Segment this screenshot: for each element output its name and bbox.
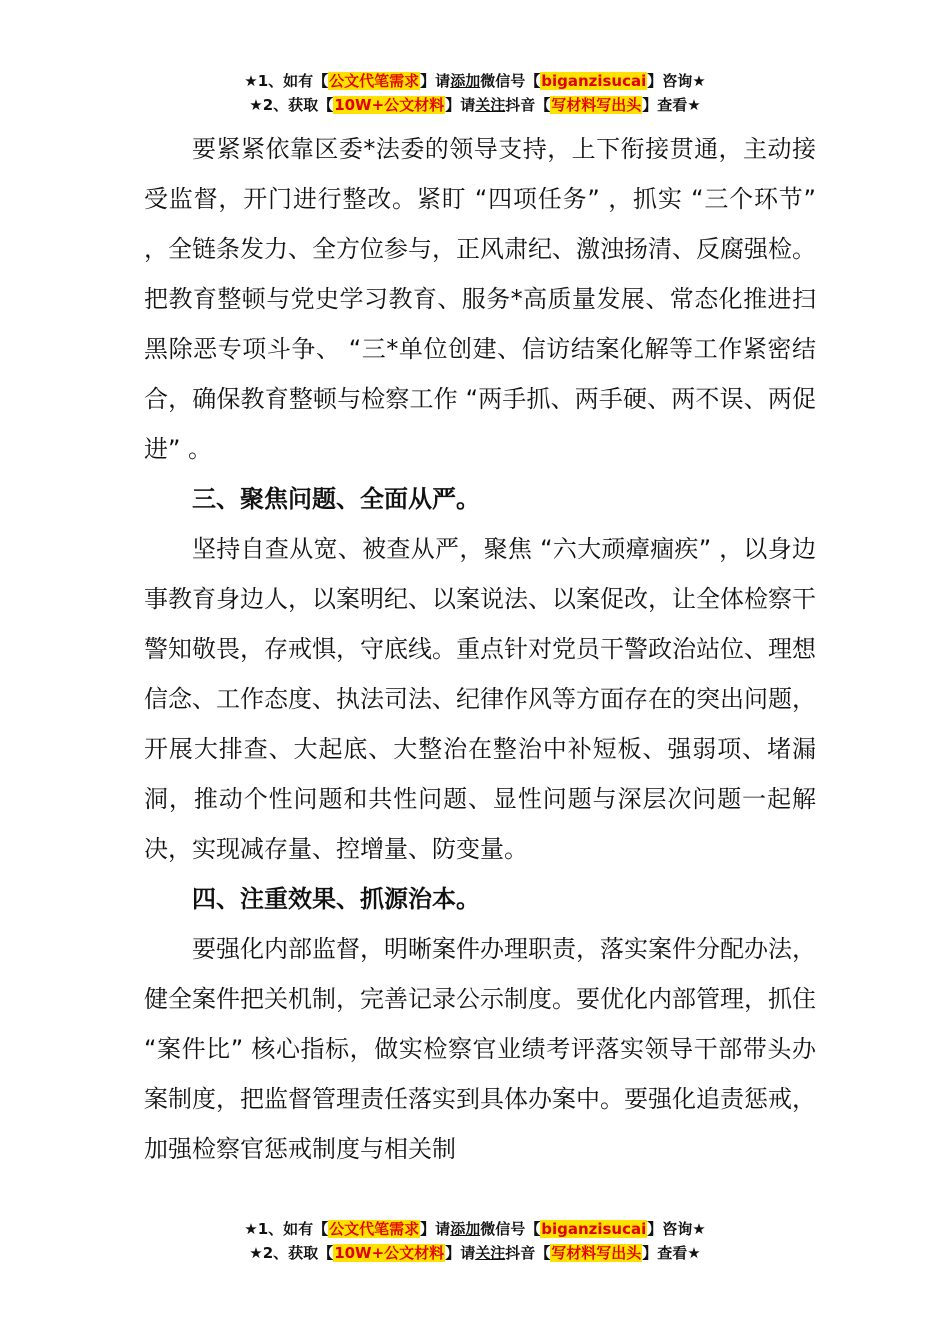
footer-promo-line-2 bbox=[0, 1243, 950, 1264]
promo-text: 抖音【 bbox=[505, 96, 551, 114]
footer-promo-line-1 bbox=[0, 1219, 950, 1240]
promo-highlight: 10W+公文材料 bbox=[334, 96, 445, 114]
paragraph-1: 要紧紧依靠区委*法委的领导支持，上下衔接贯通，主动接受监督，开门进行整改。紧盯 “四项任务” ，抓实 “三个环节” ，全链条发力、全方位参与，正风肃纪、激浊扬清、反腐强检。把教育整顿与党史学习教育、服务*高质量发展、常态化推进扫黑除恶专项斗争、 “三*单位创建、信访结案化解等工作紧密结合，确保教育整顿与检察工作 “两手抓、两手硬、两不误、两促进” 。 bbox=[144, 135, 816, 463]
promo-text: 微信号【 bbox=[480, 1220, 541, 1238]
promo-text: 抖音【 bbox=[505, 1244, 551, 1262]
header-promo-line-1 bbox=[0, 71, 950, 92]
promo-suffix: 】咨询★ bbox=[647, 72, 706, 90]
promo-text: 】请 bbox=[420, 72, 451, 90]
promo-highlight: 10W+公文材料 bbox=[334, 1244, 445, 1262]
promo-suffix: 】咨询★ bbox=[647, 1220, 706, 1238]
promo-highlight: biganzisucai bbox=[541, 1220, 647, 1238]
promo-prefix: ★2、获取【 bbox=[249, 96, 334, 114]
promo-highlight: 写材料写出头 bbox=[551, 1244, 642, 1262]
header-promo-line-2 bbox=[0, 95, 950, 116]
promo-underlined: 关注 bbox=[475, 96, 506, 114]
promo-text: 微信号【 bbox=[480, 72, 541, 90]
paragraph-3: 要强化内部监督，明晰案件办理职责，落实案件分配办法，健全案件把关机制，完善记录公示制度。要优化内部管理，抓住 “案件比” 核心指标，做实检察官业绩考评落实领导干部带头办案制度，把监督管理责任落实到具体办案中。要强化追责惩戒，加强检察官惩戒制度与相关制 bbox=[144, 935, 816, 1163]
promo-suffix: 】查看★ bbox=[642, 96, 701, 114]
section-heading-3: 三、聚焦问题、全面从严。 bbox=[192, 485, 480, 513]
promo-highlight: biganzisucai bbox=[541, 72, 647, 90]
promo-text: 】请 bbox=[445, 96, 476, 114]
paragraph-2: 坚持自查从宽、被查从严，聚焦 “六大顽瘴痼疾” ，以身边事教育身边人，以案明纪、以案说法、以案促改，让全体检察干警知敬畏，存戒惧，守底线。重点针对党员干警政治站位、理想信念、工作态度、执法司法、纪律作风等方面存在的突出问题，开展大排查、大起底、大整治在整治中补短板、强弱项、堵漏洞，推动个性问题和共性问题、显性问题与深层次问题一起解决，实现减存量、控增量、防变量。 bbox=[144, 535, 816, 863]
promo-text: 】请 bbox=[445, 1244, 476, 1262]
promo-highlight: 公文代笔需求 bbox=[329, 72, 420, 90]
document-body bbox=[144, 124, 816, 1174]
promo-highlight: 公文代笔需求 bbox=[329, 1220, 420, 1238]
promo-suffix: 】查看★ bbox=[642, 1244, 701, 1262]
promo-underlined: 添加 bbox=[450, 72, 481, 90]
promo-underlined: 添加 bbox=[450, 1220, 481, 1238]
promo-highlight: 写材料写出头 bbox=[551, 96, 642, 114]
promo-underlined: 关注 bbox=[475, 1244, 506, 1262]
promo-prefix: ★2、获取【 bbox=[249, 1244, 334, 1262]
promo-prefix: ★1、如有【 bbox=[244, 1220, 329, 1238]
promo-prefix: ★1、如有【 bbox=[244, 72, 329, 90]
promo-text: 】请 bbox=[420, 1220, 451, 1238]
section-heading-4: 四、注重效果、抓源治本。 bbox=[192, 885, 480, 913]
